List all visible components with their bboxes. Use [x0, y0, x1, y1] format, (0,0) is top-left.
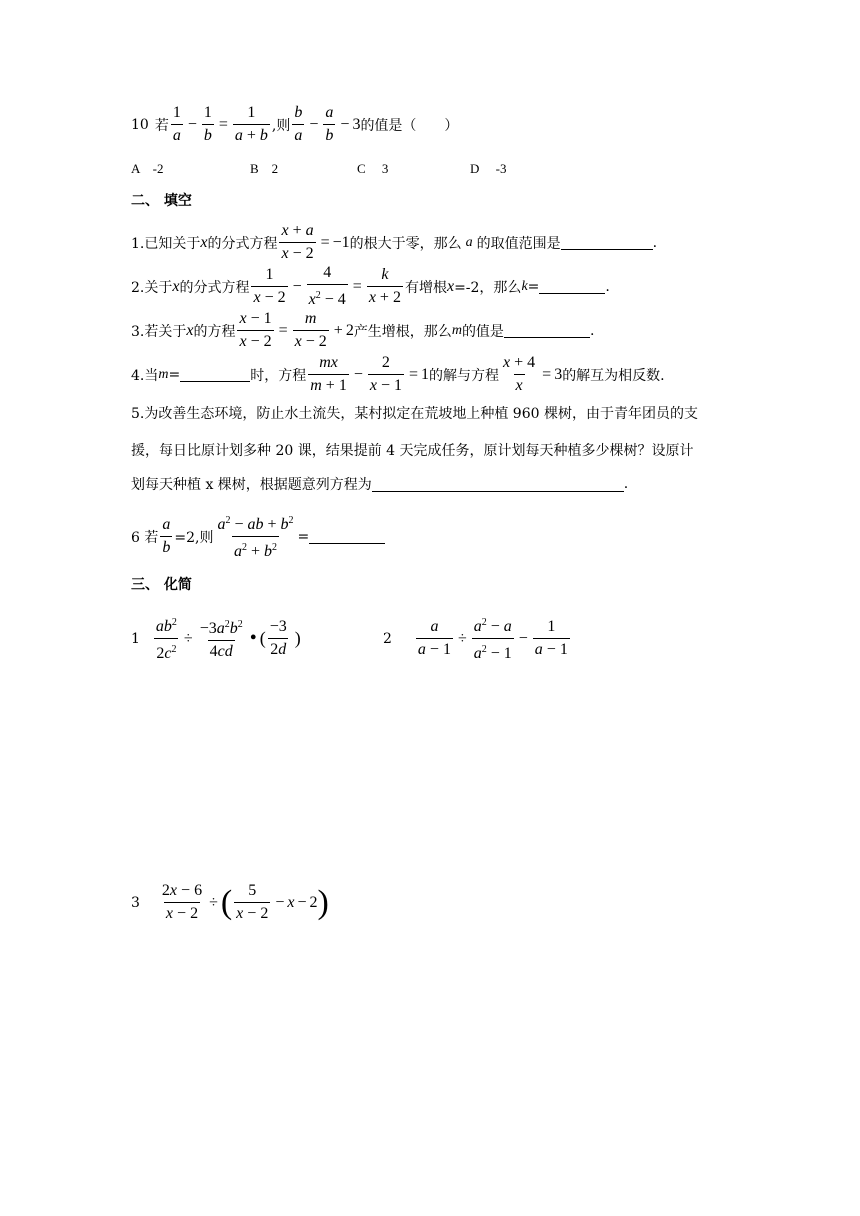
question-text: . [589, 322, 595, 339]
expression: $\frac{2x - 6}{x - 2}$ ÷ ( $\frac{5}{x - 2}$ − x − 2 ) [161, 882, 329, 922]
simplify-problem-3 [131, 882, 329, 923]
question-text: = [527, 278, 540, 295]
fill-question-5-line-3 [131, 474, 628, 494]
simplify-problem-1 [131, 614, 301, 663]
fill-question-4: 4.当 m = 时，方程 $\frac{mx}{m + 1}$ − $\frac{2}{x - 1}$ = 1 的解与方程 $\frac{x + 4}{x}$ = 3 的解互为相反数. [131, 354, 665, 394]
question-text: 3.若关于 [131, 323, 187, 340]
question-text: =2,则 [174, 529, 214, 546]
fill-question-5-line-2: 援，每日比原计划多种 20 课，结果提前 4 天完成任务，原计划每天种植多少棵树？设原计 [131, 443, 694, 459]
fill-question-3: 3.若关于 x 的方程 $\frac{x - 1}{x - 2}$ = $\frac{m}{x - 2}$ + 2 产生增根，那么 m 的值是 . [131, 310, 595, 350]
answer-blank[interactable] [561, 235, 653, 250]
question-text: . [605, 278, 610, 295]
question-text: 的解与方程 [429, 367, 500, 384]
question-text: ,则 [271, 117, 291, 134]
option-a: A -2 [131, 161, 164, 176]
question-text: . [652, 234, 658, 251]
question-text: 1.已知关于 [131, 235, 201, 252]
equation: $\frac{x + 4}{x}$ = 3 [503, 354, 563, 394]
question-text: = [168, 366, 181, 383]
equation: $\frac{1}{a}$ − $\frac{1}{b}$ = $\frac{1}{a + b}$ [172, 104, 268, 144]
question-text: 的分式方程 [207, 235, 278, 252]
question-text: = [297, 528, 310, 545]
fill-question-1: 1.已知关于 x 的分式方程 $\frac{x + a}{x - 2}$ = −1 的根大于零，那么 a 的取值范围是 . [131, 222, 658, 262]
question-10 [131, 104, 458, 145]
fill-question-5-line-1: 5.为改善生态环境，防止水土流失，某村拟定在荒坡地上种植 960 棵树，由于青年团员的支 [131, 406, 698, 422]
question-text: 的根大于零，那么 [349, 235, 462, 252]
expression: $\frac{b}{a}$ − $\frac{a}{b}$ − 3 [294, 104, 361, 144]
fill-question-2: 2.关于 x 的分式方程 $\frac{1}{x - 2}$ − $\frac{4}{x^2 - 4}$ = $\frac{k}{x + 2}$ 有增根 x =-2，那么 k = . [131, 264, 610, 308]
equation: $\frac{x + a}{x - 2}$ = −1 [281, 222, 350, 262]
equation: $\frac{a}{b}$ [162, 516, 171, 556]
section-title: 二、 填空 [131, 193, 192, 209]
option-d: D -3 [470, 161, 507, 176]
question-text: 的方程 [193, 323, 236, 340]
equation: $\frac{1}{x - 2}$ − $\frac{4}{x^2 - 4}$ = $\frac{k}{x + 2}$ [253, 264, 401, 308]
question-text: 产生增根，那么 [353, 323, 452, 340]
answer-blank[interactable] [372, 477, 624, 492]
answer-blank[interactable] [180, 367, 250, 382]
question-text: 的值是 [461, 323, 504, 340]
problem-number: 2 [383, 630, 392, 647]
option-b: B 2 [250, 161, 279, 176]
equation: $\frac{x - 1}{x - 2}$ = $\frac{m}{x - 2}$ + 2 [239, 310, 354, 350]
equation: $\frac{mx}{m + 1}$ − $\frac{2}{x - 1}$ = 1 [310, 354, 430, 394]
question-text: 若 [154, 117, 169, 134]
question-text: 划每天种植 x 棵树，根据题意列方程为 [131, 477, 372, 493]
expression: $\frac{ab^2}{2c^2}$ ÷ $\frac{-3a^2b^2}{4cd}$ • ( $\frac{-3}{2d}$ ) [155, 617, 301, 662]
question-text: 的取值范围是 [476, 235, 561, 252]
question-text: 的值是（ ） [360, 117, 459, 134]
simplify-problem-2 [383, 614, 572, 663]
question-text: . [623, 476, 629, 492]
fill-question-6 [131, 512, 385, 561]
answer-blank[interactable] [504, 323, 590, 338]
answer-blank[interactable] [539, 279, 605, 294]
answer-blank[interactable] [309, 529, 385, 544]
question-text: 时，方程 [250, 367, 307, 384]
problem-number: 1 [131, 630, 140, 647]
question-number: 10 [131, 116, 149, 133]
expression: $\frac{a^2 - ab + b^2}{a^2 + b^2}$ [217, 515, 294, 560]
question-text: 的解互为相反数. [562, 367, 665, 384]
problem-number: 3 [131, 894, 140, 911]
question-text: =-2，那么 [454, 279, 522, 296]
question-text: 6 若 [131, 529, 159, 546]
section-title: 三、 化简 [131, 577, 192, 593]
option-c: C 3 [357, 161, 389, 176]
expression: $\frac{a}{a - 1}$ ÷ $\frac{a^2 - a}{a^2 - 1}$ − $\frac{1}{a - 1}$ [417, 617, 568, 662]
question-text: 的分式方程 [179, 279, 250, 296]
question-text: 有增根 [404, 279, 447, 296]
question-text: 4.当 [131, 367, 159, 384]
question-text: 2.关于 [131, 279, 173, 296]
